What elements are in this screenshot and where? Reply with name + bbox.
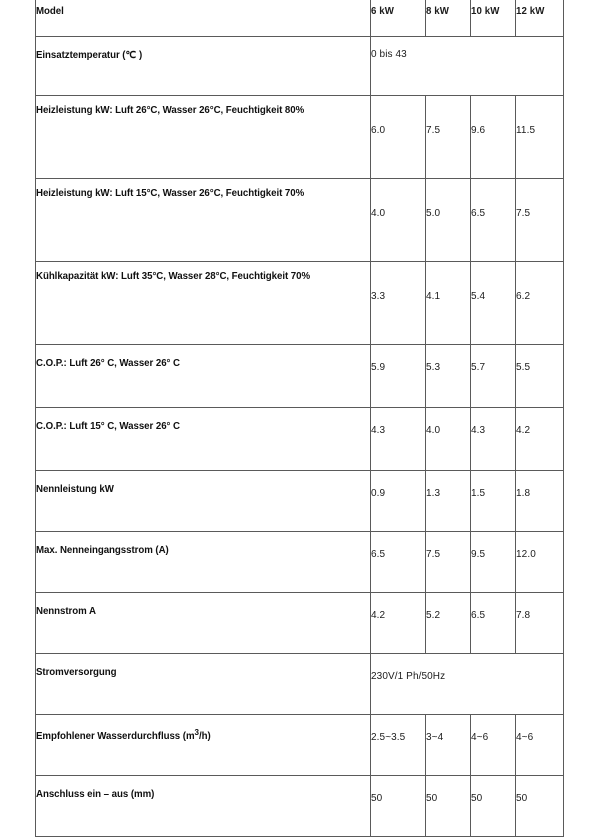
table-body xyxy=(36,0,564,837)
header-col-3: 10 kW xyxy=(471,0,516,37)
row-value: 4.3 xyxy=(471,408,516,471)
header-col-4: 12 kW xyxy=(516,0,564,37)
row-value: 0.9 xyxy=(371,471,426,532)
row-value: 3.3 xyxy=(371,262,426,345)
row-value: 2.5~3.5 xyxy=(371,715,426,776)
row-value: 12.0 xyxy=(516,532,564,593)
table-header-row xyxy=(36,0,564,37)
row-value: 6.5 xyxy=(471,593,516,654)
row-value: 5.2 xyxy=(426,593,471,654)
row-value: 1.3 xyxy=(426,471,471,532)
specifications-table xyxy=(35,0,564,837)
row-value: 50 xyxy=(371,776,426,837)
row-value: 1.5 xyxy=(471,471,516,532)
row-label: Max. Nenneingangsstrom (A) xyxy=(36,532,371,593)
table-row xyxy=(36,776,564,837)
header-col-2: 8 kW xyxy=(426,0,471,37)
row-value: 9.5 xyxy=(471,532,516,593)
table-row xyxy=(36,715,564,776)
header-col-1: 6 kW xyxy=(371,0,426,37)
row-label: Kühlkapazität kW: Luft 35°C, Wasser 28°C, Feuchtigkeit 70% xyxy=(36,262,371,345)
row-label: Empfohlener Wasserdurchfluss $(m^3/h)$ xyxy=(36,715,371,776)
row-value: 3~4 xyxy=(426,715,471,776)
row-label: Stromversorgung xyxy=(36,654,371,715)
row-label: Heizleistung kW: Luft 15°C, Wasser 26°C, Feuchtigkeit 70% xyxy=(36,179,371,262)
row-value: 50 xyxy=(426,776,471,837)
row-value: 5.4 xyxy=(471,262,516,345)
row-value: 5.7 xyxy=(471,345,516,408)
row-label: C.O.P.: Luft 26° C, Wasser 26° C xyxy=(36,345,371,408)
row-value: 4~6 xyxy=(516,715,564,776)
row-value: 4.1 xyxy=(426,262,471,345)
row-value: 6.5 xyxy=(471,179,516,262)
row-value: 4.2 xyxy=(371,593,426,654)
table-row xyxy=(36,654,564,715)
row-value: 5.0 xyxy=(426,179,471,262)
row-value: 50 xyxy=(471,776,516,837)
row-value: 7.8 xyxy=(516,593,564,654)
table-row xyxy=(36,593,564,654)
row-value: 6.0 xyxy=(371,96,426,179)
row-label: Anschluss ein – aus (mm) xyxy=(36,776,371,837)
row-value: 4.2 xyxy=(516,408,564,471)
row-value: 6.5 xyxy=(371,532,426,593)
row-value: 4.0 xyxy=(371,179,426,262)
row-value: 11.5 xyxy=(516,96,564,179)
table-row xyxy=(36,179,564,262)
row-label: Heizleistung kW: Luft 26°C, Wasser 26°C, Feuchtigkeit 80% xyxy=(36,96,371,179)
row-label: Nennstrom A xyxy=(36,593,371,654)
row-value: 7.5 xyxy=(426,532,471,593)
row-value: 4.3 xyxy=(371,408,426,471)
table-row xyxy=(36,471,564,532)
row-label: C.O.P.: Luft 15° C, Wasser 26° C xyxy=(36,408,371,471)
row-value: 9.6 xyxy=(471,96,516,179)
row-value: 5.5 xyxy=(516,345,564,408)
row-value: 4~6 xyxy=(471,715,516,776)
table-row xyxy=(36,37,564,96)
table-row xyxy=(36,532,564,593)
row-value: 5.9 xyxy=(371,345,426,408)
row-span-value: 230V/1 Ph/50Hz xyxy=(371,654,564,715)
header-label-model: Model xyxy=(36,0,371,37)
table-row xyxy=(36,96,564,179)
row-value: 7.5 xyxy=(516,179,564,262)
row-label: Einsatztemperatur (℃ ) xyxy=(36,37,371,96)
row-span-value: 0 bis 43 xyxy=(371,37,564,96)
row-value: 4.0 xyxy=(426,408,471,471)
table-row xyxy=(36,408,564,471)
row-label: Nennleistung kW xyxy=(36,471,371,532)
row-value: 50 xyxy=(516,776,564,837)
row-value: 5.3 xyxy=(426,345,471,408)
row-value: 7.5 xyxy=(426,96,471,179)
row-value: 1.8 xyxy=(516,471,564,532)
table-row xyxy=(36,345,564,408)
table-row xyxy=(36,262,564,345)
row-value: 6.2 xyxy=(516,262,564,345)
